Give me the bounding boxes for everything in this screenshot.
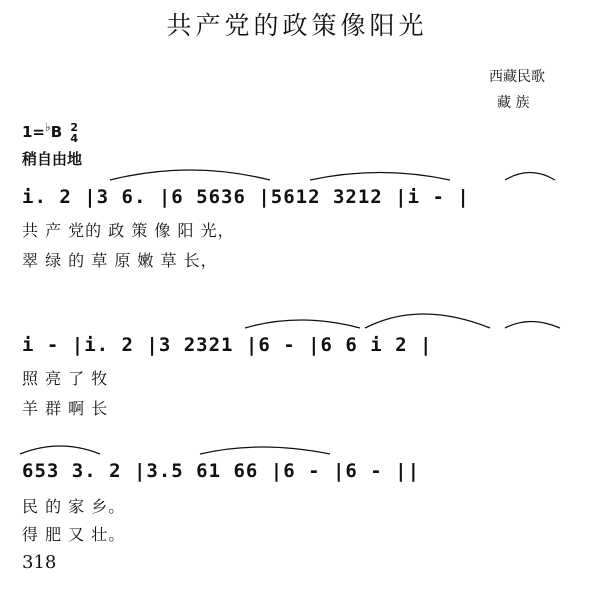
system-3-lyric-2: 得 肥 又 壮。 [22, 525, 126, 544]
system-1-notes: i. 2 |3 6. |6 5636 |5612 3212 |i - | [22, 186, 470, 208]
slur [505, 173, 555, 181]
system-1-lyric-2: 翠 绿 的 草 原 嫩 草 长， [22, 251, 218, 270]
slur [245, 320, 360, 328]
time-bottom: 4 [70, 131, 79, 145]
system-3-notes: 653 3. 2 |3.5 61 66 |6 - |6 - || [22, 460, 421, 482]
source-credit: 西藏民歌 [489, 69, 545, 85]
slur [20, 446, 100, 454]
time-top: 2 [70, 120, 79, 134]
page-title: 共产党的政策像阳光 [166, 11, 428, 40]
system-2-notes: i - |i. 2 |3 2321 |6 - |6 6 i 2 | [22, 334, 433, 356]
tempo-marking: 稍自由地 [22, 150, 83, 168]
key-note: B [50, 123, 63, 141]
system-1-lyric-1: 共 产 党的 政 策 像 阳 光， [22, 221, 235, 240]
key-prefix: 1= [22, 123, 46, 141]
slur [505, 322, 560, 329]
slur [110, 170, 270, 180]
slur [365, 314, 490, 328]
page-number: 318 [22, 552, 57, 573]
slur [310, 173, 450, 181]
ethnic-credit: 藏 族 [497, 95, 530, 111]
system-3-lyric-1: 民 的 家 乡。 [22, 497, 126, 516]
system-2-lyric-2: 羊 群 啊 长 [22, 399, 109, 418]
system-2-lyric-1: 照 亮 了 牧 [22, 369, 109, 388]
slur [200, 447, 330, 454]
flat-icon: ♭ [45, 120, 51, 134]
